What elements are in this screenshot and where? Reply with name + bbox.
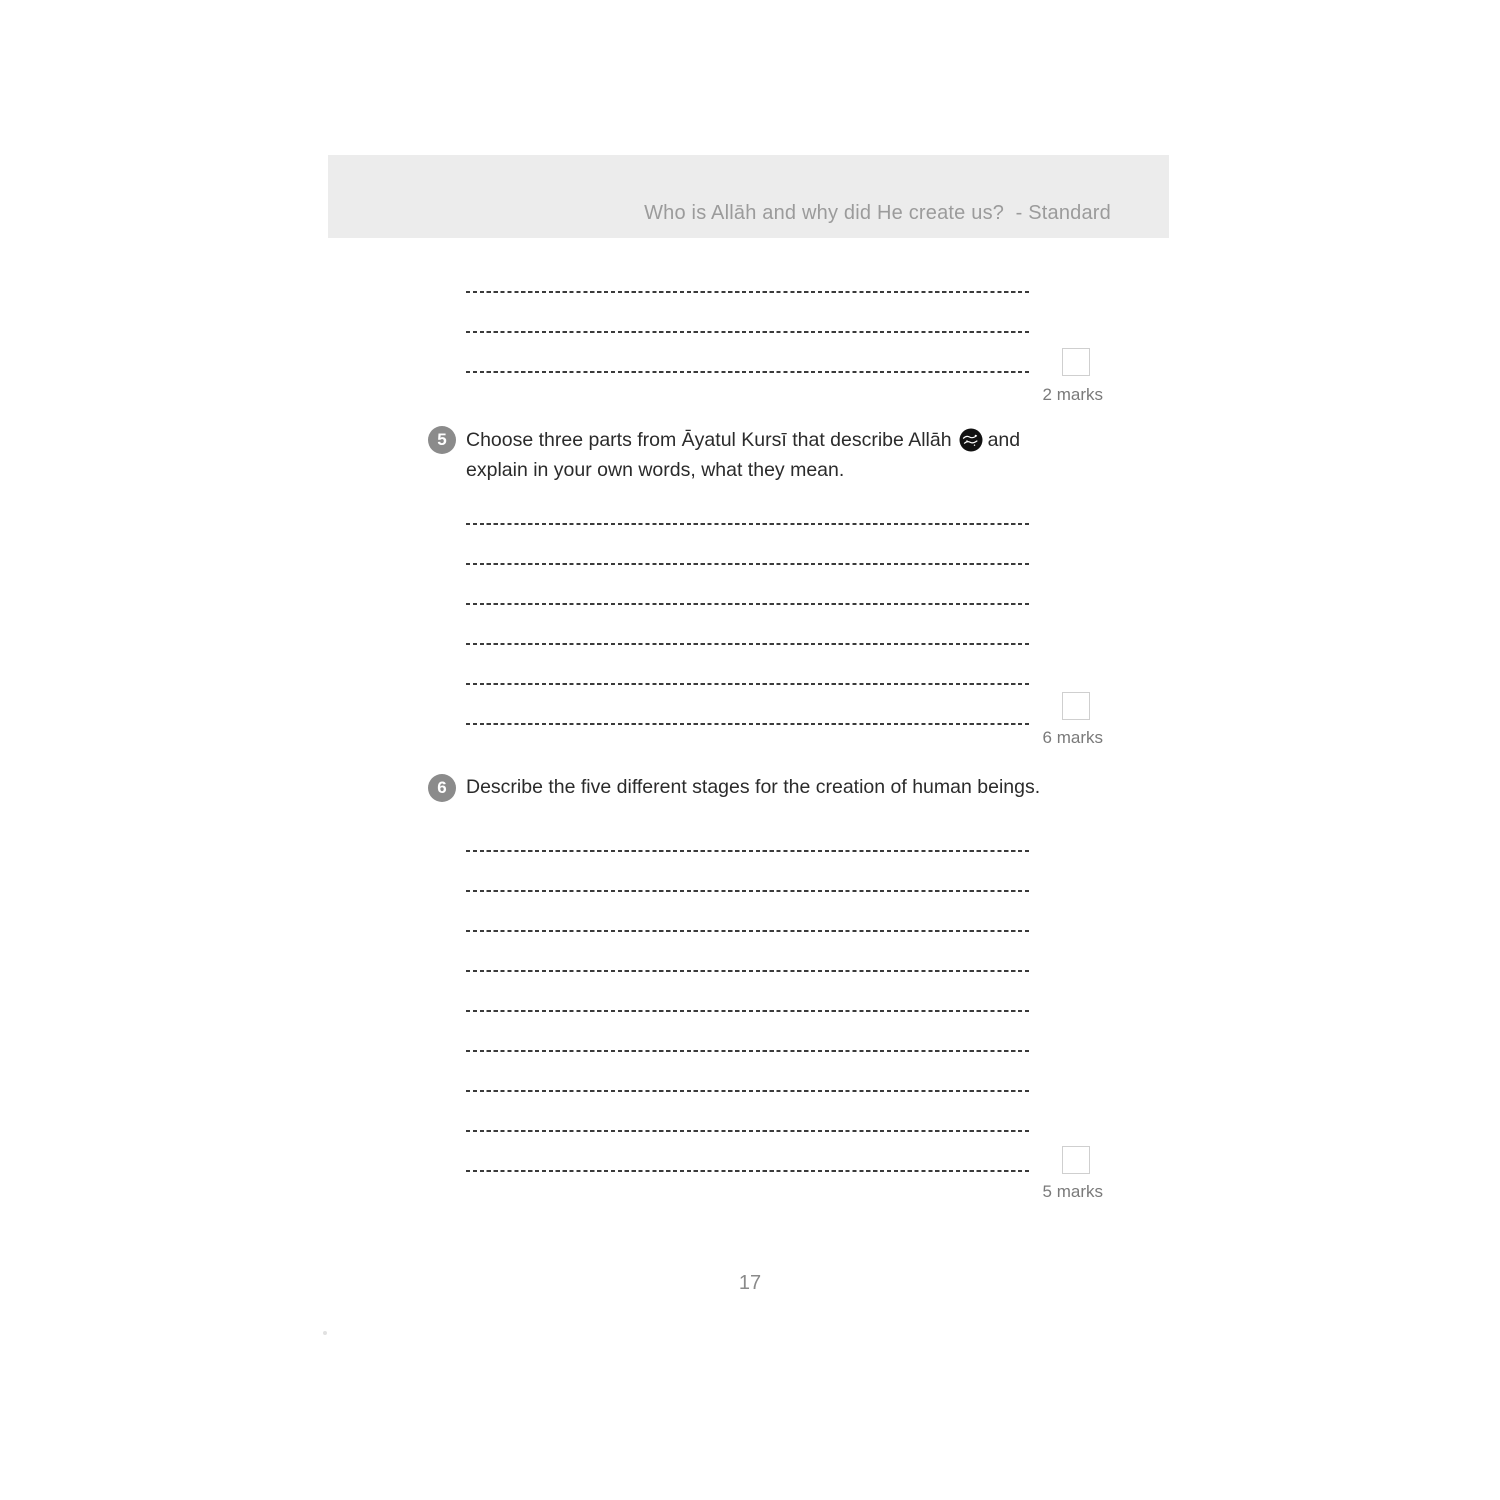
- question-number-badge: 6: [428, 774, 456, 802]
- marks-checkbox: [1062, 692, 1090, 720]
- answer-line: [466, 603, 1032, 605]
- marks-label: 2 marks: [1042, 385, 1103, 404]
- stray-print-mark: [323, 1331, 327, 1335]
- question-text-start: Choose three parts from Āyatul Kursī that describe Allāh: [466, 429, 952, 451]
- answer-line: [466, 523, 1032, 525]
- subhanahu-wa-taala-icon: [959, 428, 983, 459]
- answer-line: [466, 970, 1032, 972]
- answer-line: [466, 1010, 1032, 1012]
- answer-line: [466, 930, 1032, 932]
- page-number: 17: [738, 1272, 762, 1294]
- answer-line: [466, 890, 1032, 892]
- marks-checkbox: [1062, 1146, 1090, 1174]
- question-text-line-2: explain in your own words, what they mean.: [466, 458, 845, 481]
- marks-label: 5 marks: [1042, 1182, 1103, 1201]
- answer-line: [466, 371, 1032, 373]
- question-text-line-1: [466, 428, 1020, 459]
- marks-label: 6 marks: [1042, 728, 1103, 747]
- question-text: Describe the five different stages for the creation of human beings.: [466, 776, 1041, 798]
- answer-line: [466, 1090, 1032, 1092]
- answer-line: [466, 1050, 1032, 1052]
- chapter-title: Who is Allāh and why did He create us? - Standard: [644, 202, 1111, 224]
- answer-line: [466, 291, 1032, 293]
- header-band: [328, 155, 1169, 238]
- question-text: [466, 428, 1020, 482]
- answer-line: [466, 723, 1032, 725]
- answer-line: [466, 850, 1032, 852]
- marks-checkbox: [1062, 348, 1090, 376]
- question-text-end: and: [987, 429, 1021, 451]
- answer-line: [466, 331, 1032, 333]
- answer-line: [466, 643, 1032, 645]
- answer-line: [466, 1170, 1032, 1172]
- continuation-answer-lines: [466, 291, 1032, 411]
- answer-line: [466, 1130, 1032, 1132]
- question-5-answer-lines: [466, 523, 1032, 763]
- answer-line: [466, 563, 1032, 565]
- question-number-badge: 5: [428, 426, 456, 454]
- answer-line: [466, 683, 1032, 685]
- question-6-answer-lines: [466, 850, 1032, 1210]
